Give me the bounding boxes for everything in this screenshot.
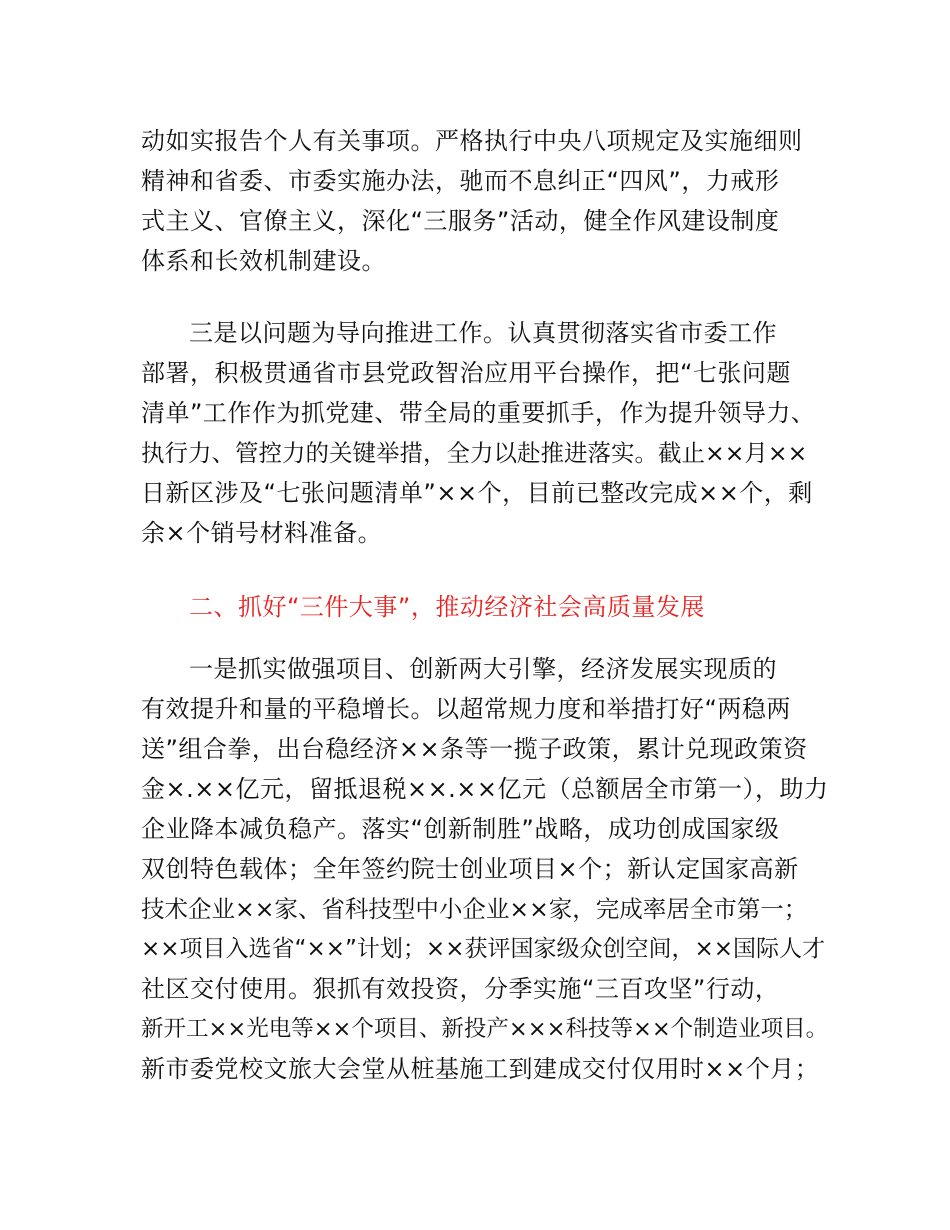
section-heading xyxy=(141,587,831,627)
text-line: 有效提升和量的平稳增长。以超常规力度和举措打好“两稳两 xyxy=(141,695,791,723)
text-line: 新市委党校文旅大会堂从桩基施工到建成交付仅用时××个月； xyxy=(141,1055,820,1083)
text-line: 技术企业××家、省科技型中小企业××家，完成率居全市第一； xyxy=(141,895,808,923)
text-line: 体系和长效机制建设。 xyxy=(141,247,386,275)
paragraph-3 xyxy=(141,649,831,1089)
text-line: 社区交付使用。狠抓有效投资，分季实施“三百攻坚”行动， xyxy=(141,975,780,1003)
text-line: 日新区涉及“七张问题清单”××个，目前已整改完成××个，剩 xyxy=(141,479,813,507)
text-line: 动如实报告个人有关事项。严格执行中央八项规定及实施细则 xyxy=(141,127,803,155)
text-line: 式主义、官僚主义，深化“三服务”活动，健全作风建设制度 xyxy=(141,207,780,235)
text-line: 双创特色载体；全年签约院士创业项目×个；新认定国家高新 xyxy=(141,855,799,883)
text-line: 清单”工作作为抓党建、带全局的重要抓手，作为提升领导力、 xyxy=(141,399,816,427)
text-line: 企业降本减负稳产。落实“创新制胜”战略，成功创成国家级 xyxy=(141,815,780,843)
text-line: 新开工××光电等××个项目、新投产×××科技等××个制造业项目。 xyxy=(141,1016,829,1042)
text-line: 送”组合拳，出台稳经济××条等一揽子政策，累计兑现政策资 xyxy=(141,735,808,763)
text-line: 部署，积极贯通省市县党政智治应用平台操作，把“七张问题 xyxy=(141,359,791,387)
text-line: 金×.××亿元，留抵退税××.××亿元（总额居全市第一），助力 xyxy=(141,775,829,803)
text-line: ××项目入选省“××”计划；××获评国家级众创空间，××国际人才 xyxy=(141,936,826,962)
section-heading-text: 二、抓好“三件大事”，推动经济社会高质量发展 xyxy=(189,593,705,621)
text-line: 余×个销号材料准备。 xyxy=(141,519,383,547)
paragraph-1 xyxy=(141,121,831,281)
paragraph-2 xyxy=(141,313,831,553)
text-line: 三是以问题为导向推进工作。认真贯彻落实省市委工作 xyxy=(189,319,777,347)
text-line: 执行力、管控力的关键举措，全力以赴推进落实。截止××月×× xyxy=(141,439,808,467)
text-line: 精神和省委、市委实施办法，驰而不息纠正“四风”，力戒形 xyxy=(141,167,780,195)
text-line: 一是抓实做强项目、创新两大引擎，经济发展实现质的 xyxy=(189,655,777,683)
